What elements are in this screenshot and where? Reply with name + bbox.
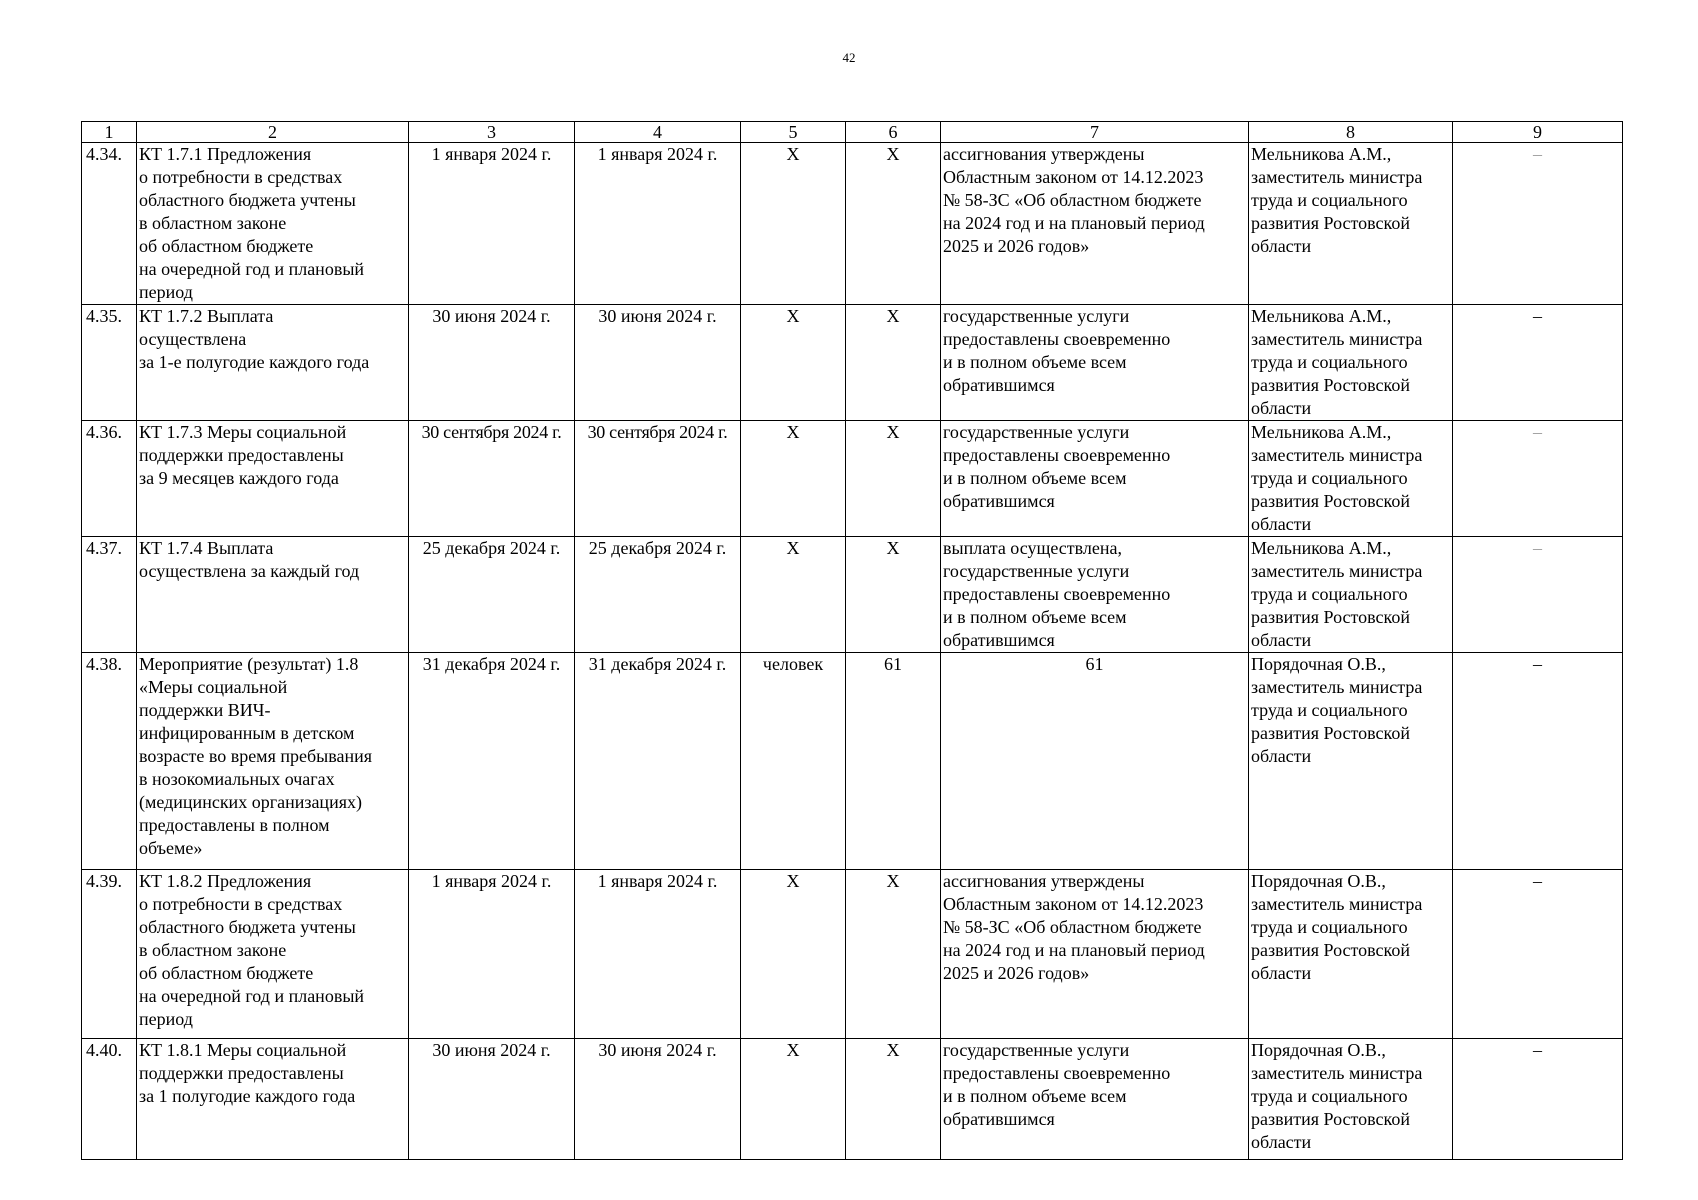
result-description: государственные услуги предоставлены своевременно и в полном объеме всем обратившимся: [941, 305, 1249, 421]
note: –: [1453, 421, 1623, 537]
row-number: 4.37.: [82, 537, 137, 653]
table-row: [82, 421, 1623, 537]
start-date: 1 января 2024 г.: [409, 870, 575, 1039]
start-date: 25 декабря 2024 г.: [409, 537, 575, 653]
unit: человек: [741, 653, 846, 870]
note: –: [1453, 305, 1623, 421]
responsible-person: Порядочная О.В., заместитель министра труда и социального развития Ростовской области: [1249, 653, 1453, 870]
header-cell: 6: [846, 122, 941, 143]
end-date: 25 декабря 2024 г.: [575, 537, 741, 653]
unit: Х: [741, 1039, 846, 1160]
header-cell: 4: [575, 122, 741, 143]
result-description: государственные услуги предоставлены своевременно и в полном объеме всем обратившимся: [941, 421, 1249, 537]
header-cell: 5: [741, 122, 846, 143]
end-date: 30 июня 2024 г.: [575, 305, 741, 421]
row-number: 4.38.: [82, 653, 137, 870]
header-cell: 9: [1453, 122, 1623, 143]
unit: Х: [741, 305, 846, 421]
value: Х: [846, 421, 941, 537]
value: Х: [846, 305, 941, 421]
event-name: КТ 1.8.1 Меры социальной поддержки предоставлены за 1 полугодие каждого года: [137, 1039, 409, 1160]
row-number: 4.39.: [82, 870, 137, 1039]
row-number: 4.40.: [82, 1039, 137, 1160]
table-header-row: [82, 122, 1623, 143]
responsible-person: Мельникова А.М., заместитель министра труда и социального развития Ростовской области: [1249, 143, 1453, 305]
responsible-person: Мельникова А.М., заместитель министра труда и социального развития Ростовской области: [1249, 537, 1453, 653]
start-date: 30 сентября 2024 г.: [409, 421, 575, 537]
result-description: выплата осуществлена, государственные услуги предоставлены своевременно и в полном объеме всем обратившимся: [941, 537, 1249, 653]
header-cell: 8: [1249, 122, 1453, 143]
start-date: 30 июня 2024 г.: [409, 1039, 575, 1160]
table-row: [82, 1039, 1623, 1160]
value: Х: [846, 870, 941, 1039]
row-number: 4.36.: [82, 421, 137, 537]
header-cell: 2: [137, 122, 409, 143]
responsible-person: Порядочная О.В., заместитель министра труда и социального развития Ростовской области: [1249, 870, 1453, 1039]
table-row: [82, 653, 1623, 870]
unit: Х: [741, 537, 846, 653]
event-name: КТ 1.7.3 Меры социальной поддержки предоставлены за 9 месяцев каждого года: [137, 421, 409, 537]
end-date: 1 января 2024 г.: [575, 870, 741, 1039]
start-date: 1 января 2024 г.: [409, 143, 575, 305]
result-description: ассигнования утверждены Областным законом от 14.12.2023 № 58-ЗС «Об областном бюджете на 2024 год и на плановый период 2025 и 2026 годов»: [941, 143, 1249, 305]
result-description: государственные услуги предоставлены своевременно и в полном объеме всем обратившимся: [941, 1039, 1249, 1160]
header-cell: 1: [82, 122, 137, 143]
page-number: 42: [842, 50, 856, 65]
responsible-person: Порядочная О.В., заместитель министра труда и социального развития Ростовской области: [1249, 1039, 1453, 1160]
responsible-person: Мельникова А.М., заместитель министра труда и социального развития Ростовской области: [1249, 421, 1453, 537]
end-date: 30 сентября 2024 г.: [575, 421, 741, 537]
table-row: [82, 537, 1623, 653]
row-number: 4.35.: [82, 305, 137, 421]
unit: Х: [741, 421, 846, 537]
unit: Х: [741, 143, 846, 305]
note: –: [1453, 537, 1623, 653]
event-name: Мероприятие (результат) 1.8 «Меры социальной поддержки ВИЧ- инфицированным в детском возрасте во время пребывания в нозокомиальных очагах (медицинских организациях) предоставлены в полном объеме»: [137, 653, 409, 870]
note: –: [1453, 143, 1623, 305]
unit: Х: [741, 870, 846, 1039]
value: 61: [846, 653, 941, 870]
start-date: 30 июня 2024 г.: [409, 305, 575, 421]
responsible-person: Мельникова А.М., заместитель министра труда и социального развития Ростовской области: [1249, 305, 1453, 421]
header-cell: 7: [941, 122, 1249, 143]
event-name: КТ 1.7.1 Предложения о потребности в средствах областного бюджета учтены в областном законе об областном бюджете на очередной год и плановый период: [137, 143, 409, 305]
value: Х: [846, 537, 941, 653]
note: –: [1453, 870, 1623, 1039]
note: –: [1453, 1039, 1623, 1160]
end-date: 1 января 2024 г.: [575, 143, 741, 305]
table-row: [82, 305, 1623, 421]
result-description: ассигнования утверждены Областным законом от 14.12.2023 № 58-ЗС «Об областном бюджете на 2024 год и на плановый период 2025 и 2026 годов»: [941, 870, 1249, 1039]
start-date: 31 декабря 2024 г.: [409, 653, 575, 870]
header-cell: 3: [409, 122, 575, 143]
value: Х: [846, 1039, 941, 1160]
event-name: КТ 1.8.2 Предложения о потребности в средствах областного бюджета учтены в областном законе об областном бюджете на очередной год и плановый период: [137, 870, 409, 1039]
table-row: [82, 870, 1623, 1039]
end-date: 30 июня 2024 г.: [575, 1039, 741, 1160]
note: –: [1453, 653, 1623, 870]
table-row: [82, 143, 1623, 305]
row-number: 4.34.: [82, 143, 137, 305]
value: Х: [846, 143, 941, 305]
end-date: 31 декабря 2024 г.: [575, 653, 741, 870]
plan-table: [81, 121, 1623, 1160]
event-name: КТ 1.7.4 Выплата осуществлена за каждый год: [137, 537, 409, 653]
result-description: 61: [941, 653, 1249, 870]
event-name: КТ 1.7.2 Выплата осуществлена за 1-е полугодие каждого года: [137, 305, 409, 421]
